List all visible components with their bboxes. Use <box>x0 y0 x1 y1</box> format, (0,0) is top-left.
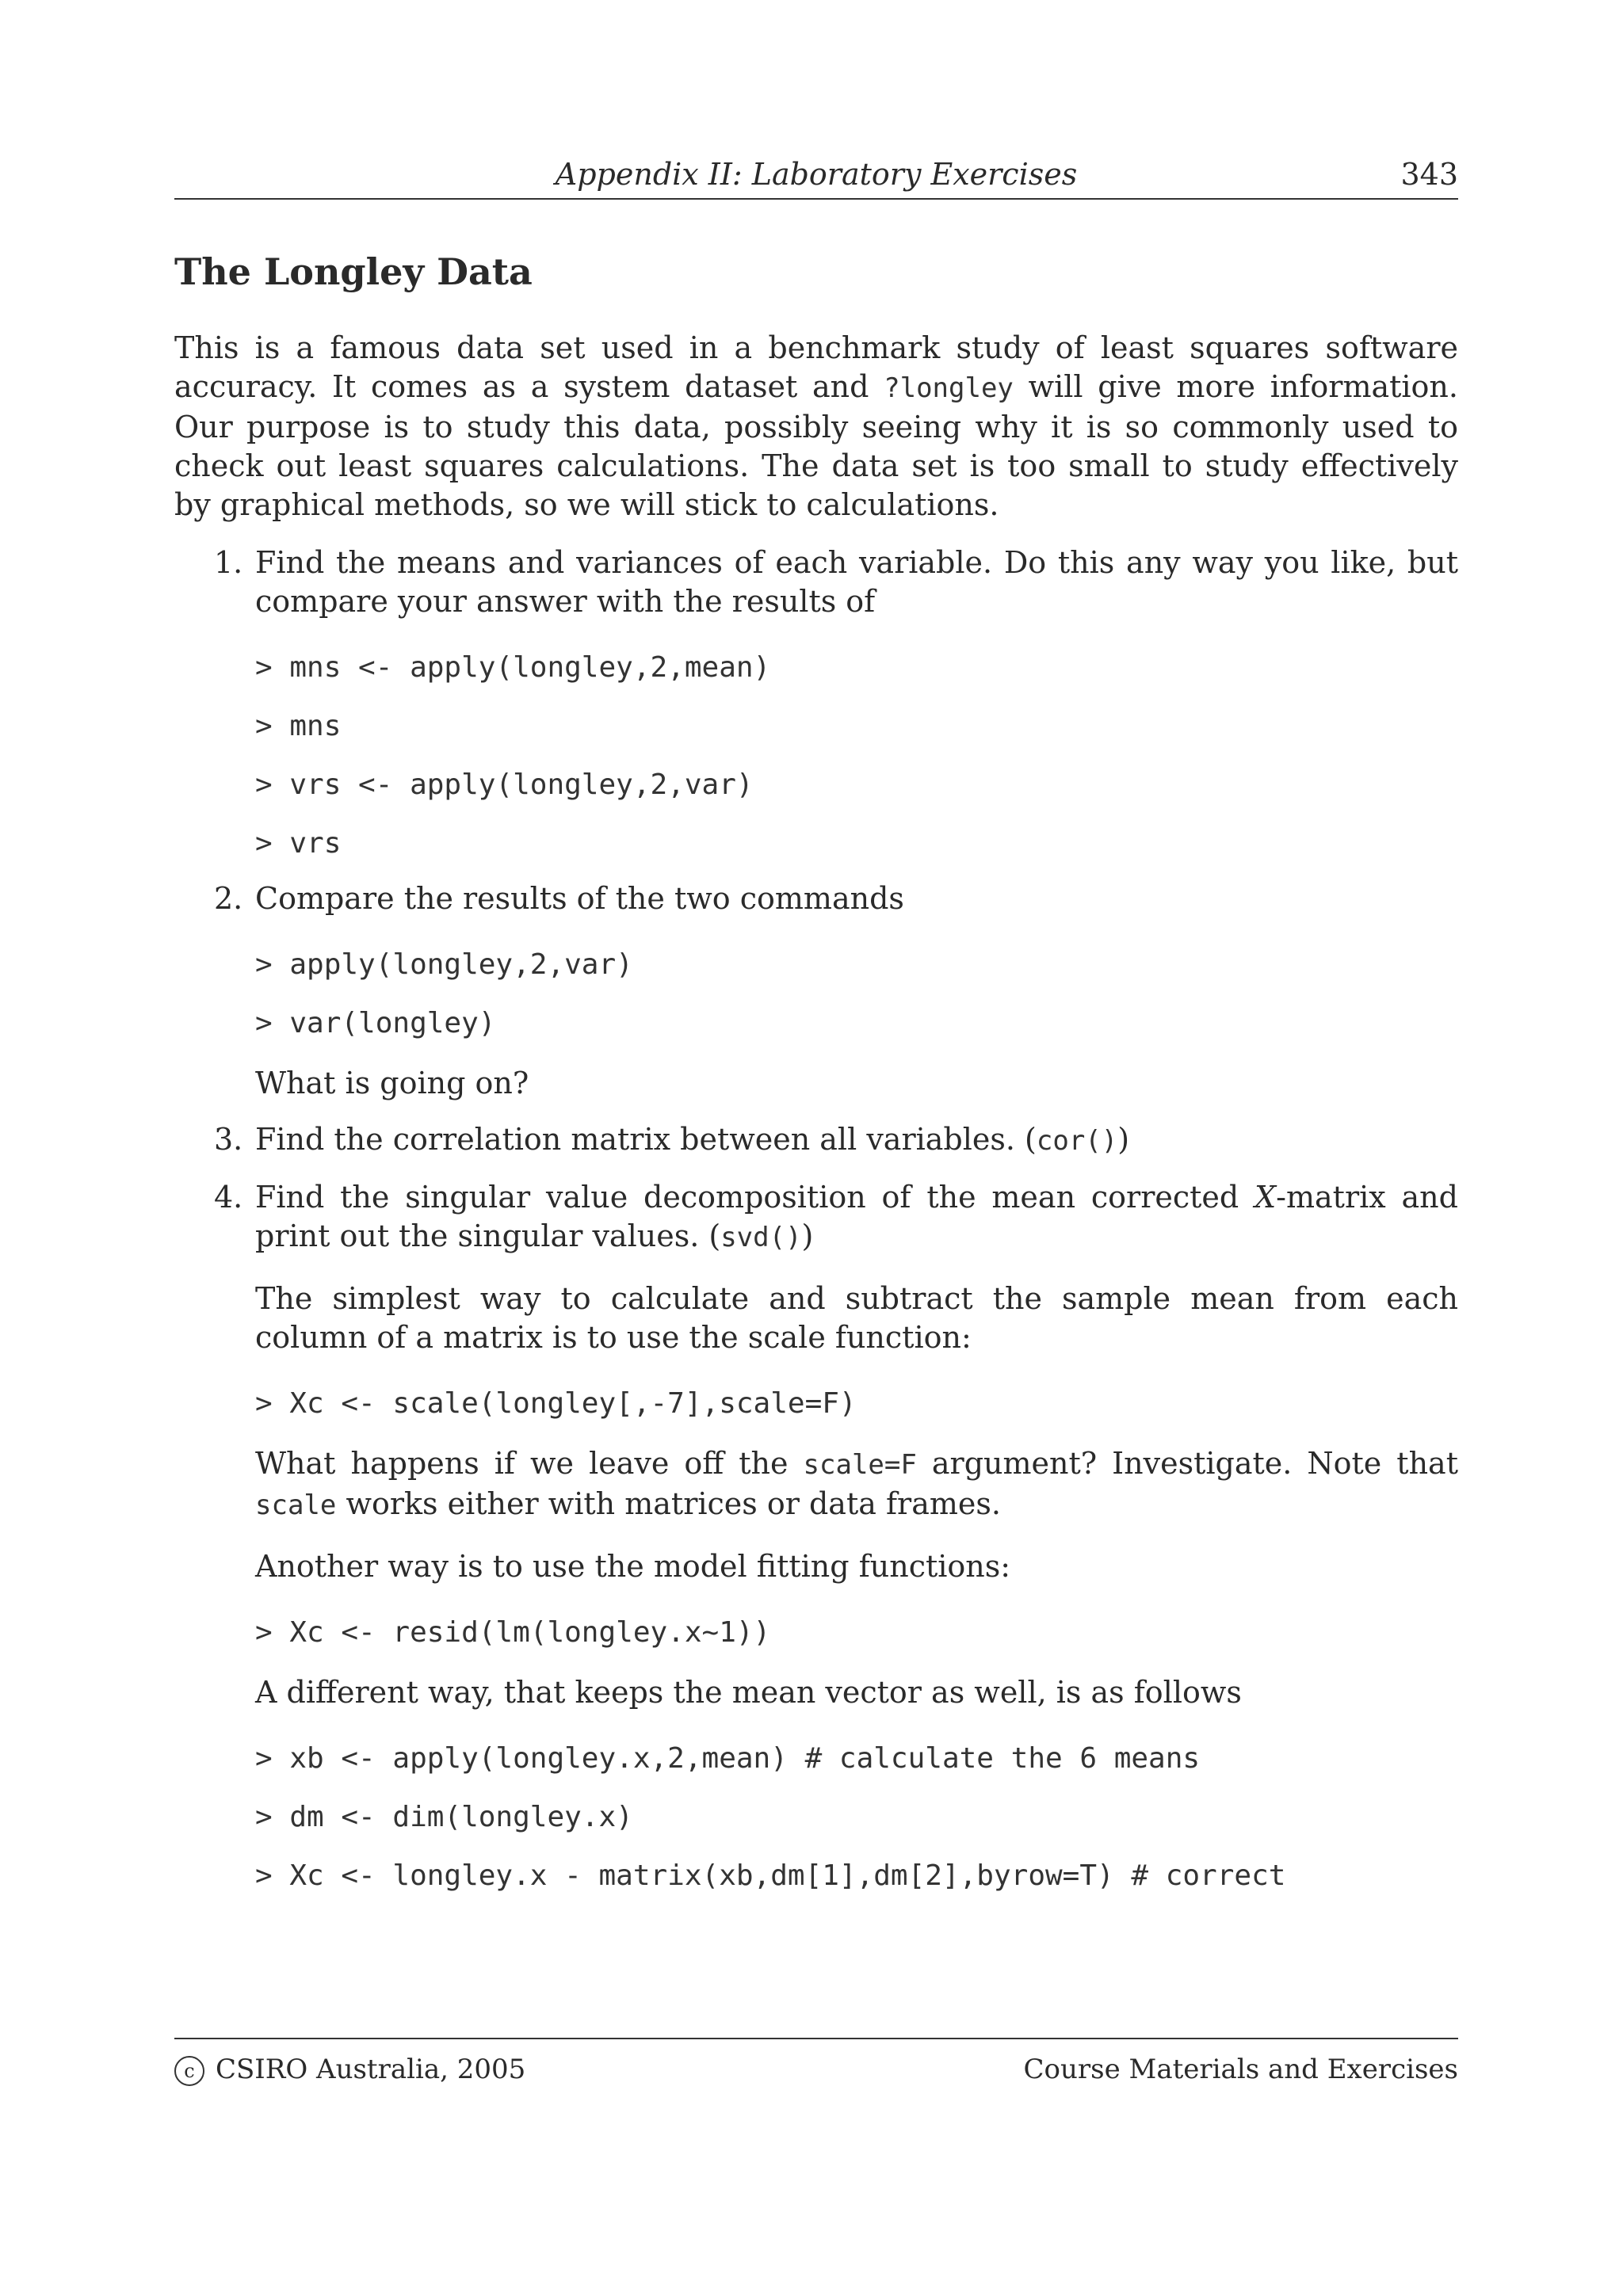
exercise-item-1 <box>174 543 1458 862</box>
intro-text-b: will give more information. Our purpose is to study this data, possibly seeing why it is so commonly used to check out least squares calculations. The data set is too small to study effectively by graphical methods, so we will stick to calculations. <box>174 369 1458 523</box>
exercise-item-4 <box>174 1178 1458 1894</box>
running-header-title: Appendix II: Laboratory Exercises <box>555 157 1078 192</box>
item-text: Find the means and variances of each variable. Do this any way you like, but compare your answer with the results of <box>255 545 1458 620</box>
footer-copyright <box>174 2054 525 2086</box>
item-text: Compare the results of the two commands <box>255 881 904 917</box>
inline-code: scale=F <box>803 1449 917 1482</box>
item-paragraph: Another way is to use the model fitting functions: <box>255 1549 1011 1585</box>
code-line: > xb <- apply(longley.x,2,mean) # calculate the 6 means <box>255 1742 1201 1775</box>
item-text-a: Find the singular value decomposition of the mean corrected <box>255 1180 1255 1215</box>
intro-text-a: This is a famous data set used in a benchmark study of least squares software accuracy. It comes as a system dataset and <box>174 330 1458 405</box>
code-line: > var(longley) <box>255 1007 496 1040</box>
page <box>174 151 1458 1894</box>
para-text: argument? Investigate. Note that <box>916 1446 1458 1482</box>
code-line: > Xc <- scale(longley[,-7],scale=F) <box>255 1387 857 1421</box>
para-text: works either with matrices or data frames. <box>336 1486 1001 1522</box>
exercise-item-2 <box>174 879 1458 1103</box>
code-line: > vrs <- apply(longley,2,var) <box>255 769 754 802</box>
running-header <box>174 151 1458 200</box>
item-text-a: Find the correlation matrix between all variables. ( <box>255 1122 1037 1158</box>
item-number: 2. <box>214 881 243 917</box>
math-variable: X <box>1254 1180 1277 1215</box>
code-line: > mns <box>255 710 342 743</box>
item-paragraph: The simplest way to calculate and subtract the sample mean from each column of a matrix is to use the scale function: <box>255 1281 1458 1356</box>
inline-code: svd() <box>720 1222 802 1254</box>
code-line: > mns <- apply(longley,2,mean) <box>255 651 771 685</box>
item-number: 4. <box>214 1180 243 1215</box>
code-line: > Xc <- resid(lm(longley.x~1)) <box>255 1616 771 1650</box>
intro-paragraph <box>174 329 1458 524</box>
footer-left-text: CSIRO Australia, 2005 <box>216 2054 526 2085</box>
code-line: > apply(longley,2,var) <box>255 948 633 982</box>
exercise-list <box>174 543 1458 1894</box>
code-line: > vrs <box>255 827 342 860</box>
item-number: 1. <box>214 545 243 581</box>
item-text-end: ) <box>801 1219 814 1254</box>
inline-code: scale <box>255 1489 337 1522</box>
item-text <box>255 1120 1458 1161</box>
copyright-icon: c <box>174 2056 204 2086</box>
code-line: > Xc <- longley.x - matrix(xb,dm[1],dm[2],byrow=T) # correct <box>255 1859 1286 1893</box>
item-paragraph <box>255 1444 1458 1525</box>
section-title: The Longley Data <box>174 250 533 293</box>
intro-code: ?longley <box>884 372 1014 405</box>
footer-right-text: Course Materials and Exercises <box>1023 2054 1458 2085</box>
item-followup: What is going on? <box>255 1066 529 1101</box>
exercise-item-3 <box>174 1120 1458 1161</box>
item-text-end: ) <box>1117 1122 1130 1158</box>
inline-code: cor() <box>1036 1125 1118 1158</box>
item-text-b: -matrix and print out the singular values. ( <box>255 1180 1458 1254</box>
item-number: 3. <box>214 1122 243 1158</box>
page-footer <box>174 2038 1458 2093</box>
page-number: 343 <box>1400 157 1458 192</box>
para-text: What happens if we leave off the <box>255 1446 804 1482</box>
item-paragraph: A different way, that keeps the mean vector as well, is as follows <box>255 1675 1242 1711</box>
item-text <box>255 1178 1458 1257</box>
code-line: > dm <- dim(longley.x) <box>255 1801 633 1834</box>
